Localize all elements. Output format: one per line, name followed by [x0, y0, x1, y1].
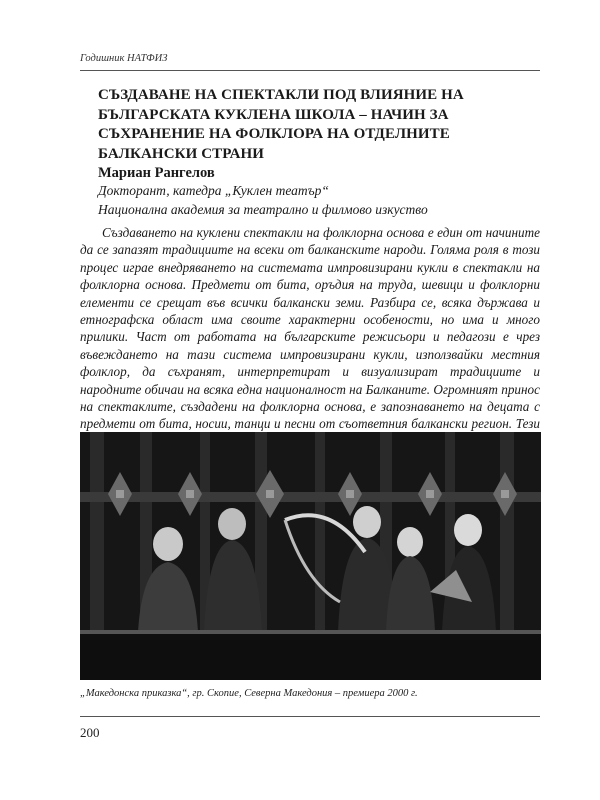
- header-divider: [80, 70, 540, 71]
- affiliation-department: Докторант, катедра „Куклен театър“: [98, 183, 329, 198]
- footer-divider: [80, 716, 540, 717]
- performance-photo-illustration: [80, 432, 541, 680]
- author-name: Мариан Рангелов: [98, 165, 215, 181]
- article-title: СЪЗДАВАНЕ НА СПЕКТАКЛИ ПОД ВЛИЯНИЕ НА БЪЛГАРСКАТА КУКЛЕНА ШКОЛА – НАЧИН ЗА СЪХРАНЕНИЕ НА ФОЛКЛОРА НА ОТДЕЛНИТЕ БАЛКАНСКИ СТРАНИ: [98, 87, 464, 162]
- running-head: Годишник НАТФИЗ: [80, 53, 168, 64]
- page-number: 200: [80, 725, 100, 740]
- body-paragraph: Създаването на куклени спектакли на фолклорна основа е един от начините да се запазят традициите на всеки от балканските народи. Голяма роля в този процес играе внедряването на системата импровизирани кукли в спектакли на фолклорна основа. Предмети от бита, оръдия на труда, шевици и фолклорни елементи се срещат във всички балкански земи. Разбира се, всяка държава и етнографска област има своите характерни особености, но има и много прилики. Част от работата на българските режисьори и педагози е чрез въвеждането на тази система импровизирани кукли, използвайки местния фолклор, да съхранят, интерпретират и визуализират традициите и народните обичаи на всяка една националност на Балканите. Огромният принос на спектаклите, създадени на фолклорна основа, е запознаването на децата с предмети от бита, носии, танци и песни от съответния балкански регион. Тези: [80, 225, 540, 432]
- affiliation-institution: Национална академия за театрално и филмово изкуство: [98, 201, 428, 217]
- photo-caption: „Македонска приказка“, гр. Скопие, Северна Македония – премиера 2000 г.: [80, 688, 418, 699]
- performance-photo: [80, 432, 541, 680]
- author-block: [98, 164, 538, 219]
